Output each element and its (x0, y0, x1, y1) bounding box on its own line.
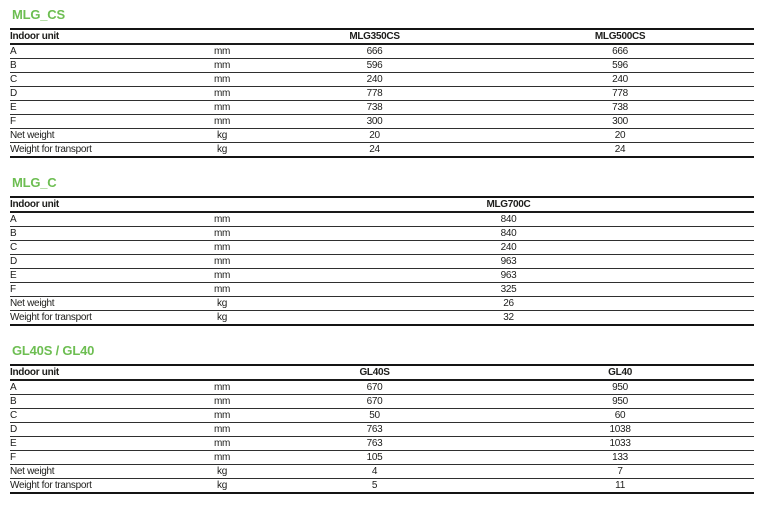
row-value: 32 (503, 311, 514, 323)
row-value: 300 (486, 115, 754, 129)
row-label: Weight for transport (10, 479, 92, 491)
header-unit-spacer (181, 29, 263, 44)
spec-row (10, 283, 754, 297)
spec-row (10, 269, 754, 283)
row-unit: kg (181, 129, 263, 143)
row-label: E (10, 101, 181, 115)
row-label: B (10, 395, 181, 409)
row-value: 240 (263, 241, 754, 255)
row-unit: mm (181, 101, 263, 115)
section-mlg-cs (10, 8, 754, 158)
row-value: 1038 (486, 423, 754, 437)
row-unit: mm (181, 269, 263, 283)
row-unit: mm (181, 283, 263, 297)
spec-table-mlg-c (10, 196, 754, 326)
section-title-mlg-c: MLG_C (12, 175, 57, 190)
row-value: 778 (263, 87, 486, 101)
row-label: Weight for transport (10, 143, 92, 155)
row-value: 1033 (486, 437, 754, 451)
row-value: 240 (486, 73, 754, 87)
row-value: 670 (263, 380, 486, 395)
row-value: 240 (263, 73, 486, 87)
header-unit-spacer (181, 197, 263, 212)
spec-row (10, 44, 754, 59)
row-label: D (10, 423, 181, 437)
row-value: 666 (263, 44, 486, 59)
spec-row (10, 479, 754, 494)
spec-row (10, 241, 754, 255)
row-label: B (10, 59, 181, 73)
row-value: 11 (615, 479, 625, 491)
row-unit: mm (181, 451, 263, 465)
row-label: B (10, 227, 181, 241)
spec-row (10, 311, 754, 326)
row-unit: mm (181, 437, 263, 451)
row-value: 133 (486, 451, 754, 465)
spec-row (10, 143, 754, 158)
row-value: 26 (263, 297, 754, 311)
row-unit: kg (181, 465, 263, 479)
row-value: 7 (486, 465, 754, 479)
row-unit: mm (181, 423, 263, 437)
header-model: GL40S (263, 365, 486, 380)
spec-row (10, 451, 754, 465)
row-value: 666 (486, 44, 754, 59)
row-label: E (10, 269, 181, 283)
row-label: A (10, 212, 181, 227)
table-header-row (10, 365, 754, 380)
spec-row (10, 297, 754, 311)
row-value: 950 (486, 395, 754, 409)
row-value: 963 (263, 255, 754, 269)
row-unit: mm (181, 227, 263, 241)
section-title-mlg-cs: MLG_CS (12, 7, 65, 22)
row-value: 24 (369, 143, 380, 155)
row-value: 20 (486, 129, 754, 143)
row-value: 20 (263, 129, 486, 143)
spec-row (10, 255, 754, 269)
spec-row (10, 87, 754, 101)
row-label: A (10, 44, 181, 59)
row-value: 596 (263, 59, 486, 73)
row-unit: kg (217, 143, 227, 155)
row-label: C (10, 409, 181, 423)
row-unit: mm (181, 241, 263, 255)
row-value: 60 (486, 409, 754, 423)
row-unit: mm (181, 409, 263, 423)
row-value: 840 (263, 212, 754, 227)
row-value: 50 (263, 409, 486, 423)
row-value: 963 (263, 269, 754, 283)
row-unit: mm (181, 87, 263, 101)
row-value: 4 (263, 465, 486, 479)
row-unit: mm (181, 212, 263, 227)
row-label: F (10, 451, 181, 465)
spec-row (10, 465, 754, 479)
row-value: 738 (263, 101, 486, 115)
spec-row (10, 227, 754, 241)
header-indoor-unit: Indoor unit (10, 197, 181, 212)
section-title-gl40s-gl40: GL40S / GL40 (12, 343, 95, 358)
row-value: 950 (486, 380, 754, 395)
section-mlg-c (10, 176, 754, 326)
row-value: 5 (371, 479, 378, 491)
row-value: 763 (263, 437, 486, 451)
spec-row (10, 380, 754, 395)
table-header-row (10, 29, 754, 44)
row-label: Net weight (10, 465, 181, 479)
header-indoor-unit: Indoor unit (10, 29, 181, 44)
row-value: 24 (614, 143, 626, 155)
row-label: F (10, 283, 181, 297)
row-unit: mm (181, 73, 263, 87)
spec-row (10, 129, 754, 143)
spec-table-mlg-cs (10, 28, 754, 158)
header-model: MLG700C (263, 197, 754, 212)
spec-row (10, 409, 754, 423)
spec-row (10, 59, 754, 73)
row-label: Net weight (10, 129, 181, 143)
spec-row (10, 212, 754, 227)
row-unit: mm (181, 115, 263, 129)
row-unit: mm (181, 255, 263, 269)
row-unit: kg (217, 311, 227, 323)
row-label: C (10, 73, 181, 87)
row-label: Weight for transport (10, 311, 92, 323)
row-value: 778 (486, 87, 754, 101)
row-value: 738 (486, 101, 754, 115)
spec-row (10, 395, 754, 409)
header-model: MLG350CS (263, 29, 486, 44)
row-unit: kg (181, 297, 263, 311)
row-label: E (10, 437, 181, 451)
spec-row (10, 115, 754, 129)
header-indoor-unit: Indoor unit (10, 365, 181, 380)
spec-row (10, 437, 754, 451)
row-label: C (10, 241, 181, 255)
row-label: A (10, 380, 181, 395)
spec-row (10, 73, 754, 87)
row-unit: kg (217, 479, 227, 491)
table-header-row (10, 197, 754, 212)
row-value: 105 (263, 451, 486, 465)
row-value: 325 (263, 283, 754, 297)
header-model: GL40 (486, 365, 754, 380)
spec-table-gl40s-gl40 (10, 364, 754, 494)
row-label: Net weight (10, 297, 181, 311)
spec-row (10, 101, 754, 115)
row-unit: mm (181, 59, 263, 73)
row-value: 596 (486, 59, 754, 73)
spec-row (10, 423, 754, 437)
row-label: D (10, 255, 181, 269)
row-unit: mm (181, 380, 263, 395)
row-value: 840 (263, 227, 754, 241)
section-gl40s-gl40 (10, 344, 754, 494)
row-label: D (10, 87, 181, 101)
row-value: 670 (263, 395, 486, 409)
row-unit: mm (181, 395, 263, 409)
header-model: MLG500CS (486, 29, 754, 44)
row-unit: mm (181, 44, 263, 59)
row-value: 300 (263, 115, 486, 129)
row-value: 763 (263, 423, 486, 437)
header-unit-spacer (181, 365, 263, 380)
row-label: F (10, 115, 181, 129)
